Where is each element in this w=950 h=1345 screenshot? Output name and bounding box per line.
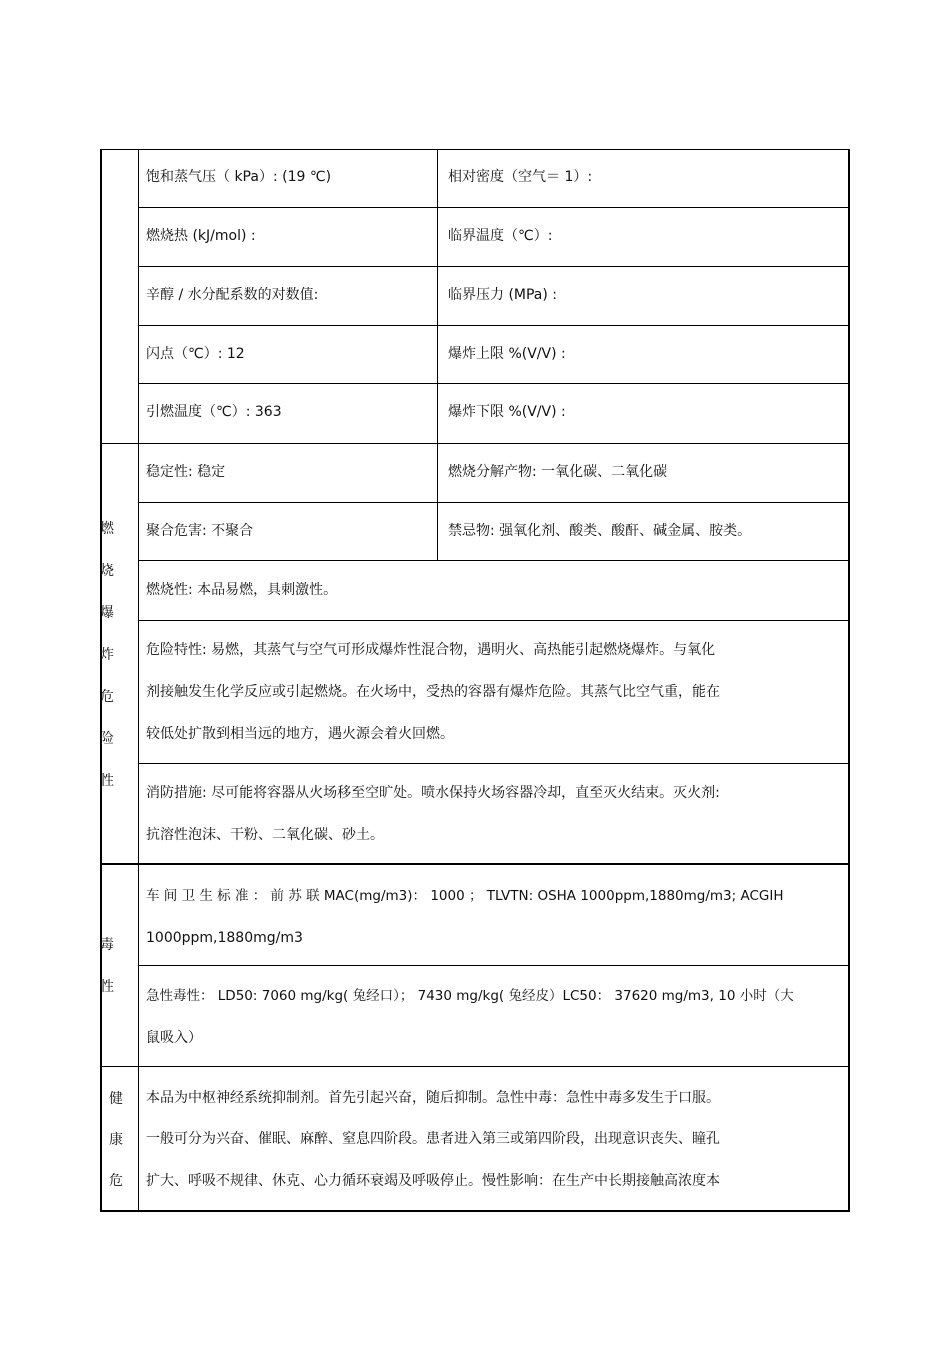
- hazard-characteristics-line: 较低处扩散到相当远的地方，遇火源会着火回燃。: [146, 726, 454, 742]
- health-hazard-line: 扩大、呼吸不规律、休克、心力循环衰竭及呼吸停止。慢性影响：在生产中长期接触高浓度本: [146, 1173, 720, 1189]
- row-line: [138, 620, 850, 621]
- row-line: [138, 207, 850, 208]
- firefighting-line: 消防措施: 尽可能将容器从火场移至空旷处。喷水保持火场容器冷却，直至灭火结束。灭火剂:: [146, 785, 720, 801]
- vapor-pressure-label: 饱和蒸气压（ kPa）: (19 ℃): [146, 169, 332, 185]
- flammability-text: 燃烧性: 本品易燃，具刺激性。: [146, 582, 338, 598]
- flash-point-label: 闪点（℃）: 12: [146, 346, 245, 362]
- table-border-left: [100, 149, 102, 1212]
- section-label-char: 健: [109, 1091, 123, 1107]
- section-label-char: 危: [109, 1173, 123, 1189]
- section-label-char: 毒: [100, 937, 114, 953]
- row-line: [138, 502, 850, 503]
- firefighting-line: 抗溶性泡沫、干粉、二氧化碳、砂土。: [146, 827, 384, 843]
- hazard-characteristics-line: 剂接触发生化学反应或引起燃烧。在火场中，受热的容器有爆炸危险。其蒸气比空气重，能在: [146, 684, 720, 700]
- row-line: [138, 383, 850, 384]
- hygiene-standard-line: 车 间 卫 生 标 准 ： 前 苏 联 MAC(mg/m3)： 1000 ； TLVTN: OSHA 1000ppm,1880mg/m3; ACGIH: [146, 888, 784, 904]
- section-label-char: 烧: [100, 563, 114, 579]
- section-label-char: 性: [100, 979, 114, 995]
- partition-coefficient-label: 辛醇 / 水分配系数的对数值:: [146, 287, 319, 303]
- row-line: [138, 560, 850, 561]
- decomposition-products-label: 燃烧分解产物: 一氧化碳、二氧化碳: [448, 464, 668, 480]
- section-label-char: 康: [109, 1132, 123, 1148]
- section-line: [100, 1066, 850, 1067]
- table-border-bottom: [100, 1210, 850, 1212]
- label-column-divider: [138, 149, 139, 1212]
- health-hazard-line: 本品为中枢神经系统抑制剂。首先引起兴奋，随后抑制。急性中毒：急性中毒多发生于口服。: [146, 1090, 720, 1106]
- value-column-divider: [437, 149, 438, 443]
- section-label-char: 险: [100, 731, 114, 747]
- table-border-right: [848, 149, 850, 1212]
- table-border-top: [100, 149, 850, 150]
- section-label-char: 炸: [100, 647, 114, 663]
- incompatible-materials-label: 禁忌物: 强氧化剂、酸类、酸酐、碱金属、胺类。: [448, 523, 752, 539]
- row-line: [138, 965, 850, 966]
- hazard-characteristics-line: 危险特性: 易燃，其蒸气与空气可形成爆炸性混合物，遇明火、高热能引起燃烧爆炸。与氧化: [146, 642, 716, 658]
- stability-label: 稳定性: 稳定: [146, 464, 226, 480]
- section-label-char: 性: [100, 773, 114, 789]
- section-line: [100, 863, 850, 865]
- row-line: [138, 266, 850, 267]
- section-label-char: 燃: [100, 521, 114, 537]
- value-column-divider: [437, 443, 438, 560]
- ignition-temperature-label: 引燃温度（℃）: 363: [146, 404, 282, 420]
- acute-toxicity-line: 鼠吸入）: [146, 1030, 202, 1046]
- upper-explosion-limit-label: 爆炸上限 %(V/V) :: [448, 346, 566, 362]
- health-hazard-line: 一般可分为兴奋、催眠、麻醉、窒息四阶段。患者进入第三或第四阶段，出现意识丧失、瞳孔: [146, 1131, 720, 1147]
- critical-temperature-label: 临界温度（℃）:: [448, 228, 553, 244]
- heat-of-combustion-label: 燃烧热 (kJ/mol) :: [146, 228, 256, 244]
- section-label-char: 危: [100, 689, 114, 705]
- row-line: [138, 325, 850, 326]
- hygiene-standard-line: 1000ppm,1880mg/m3: [146, 930, 303, 946]
- relative-density-label: 相对密度（空气＝ 1）:: [448, 169, 593, 185]
- section-label-char: 爆: [100, 605, 114, 621]
- lower-explosion-limit-label: 爆炸下限 %(V/V) :: [448, 404, 566, 420]
- section-line: [100, 443, 850, 444]
- row-line: [138, 763, 850, 764]
- polymerization-hazard-label: 聚合危害: 不聚合: [146, 523, 254, 539]
- acute-toxicity-line: 急性毒性： LD50: 7060 mg/kg( 兔经口）； 7430 mg/kg( 兔经皮）LC50： 37620 mg/m3, 10 小时（大: [146, 988, 794, 1004]
- critical-pressure-label: 临界压力 (MPa) :: [448, 287, 558, 303]
